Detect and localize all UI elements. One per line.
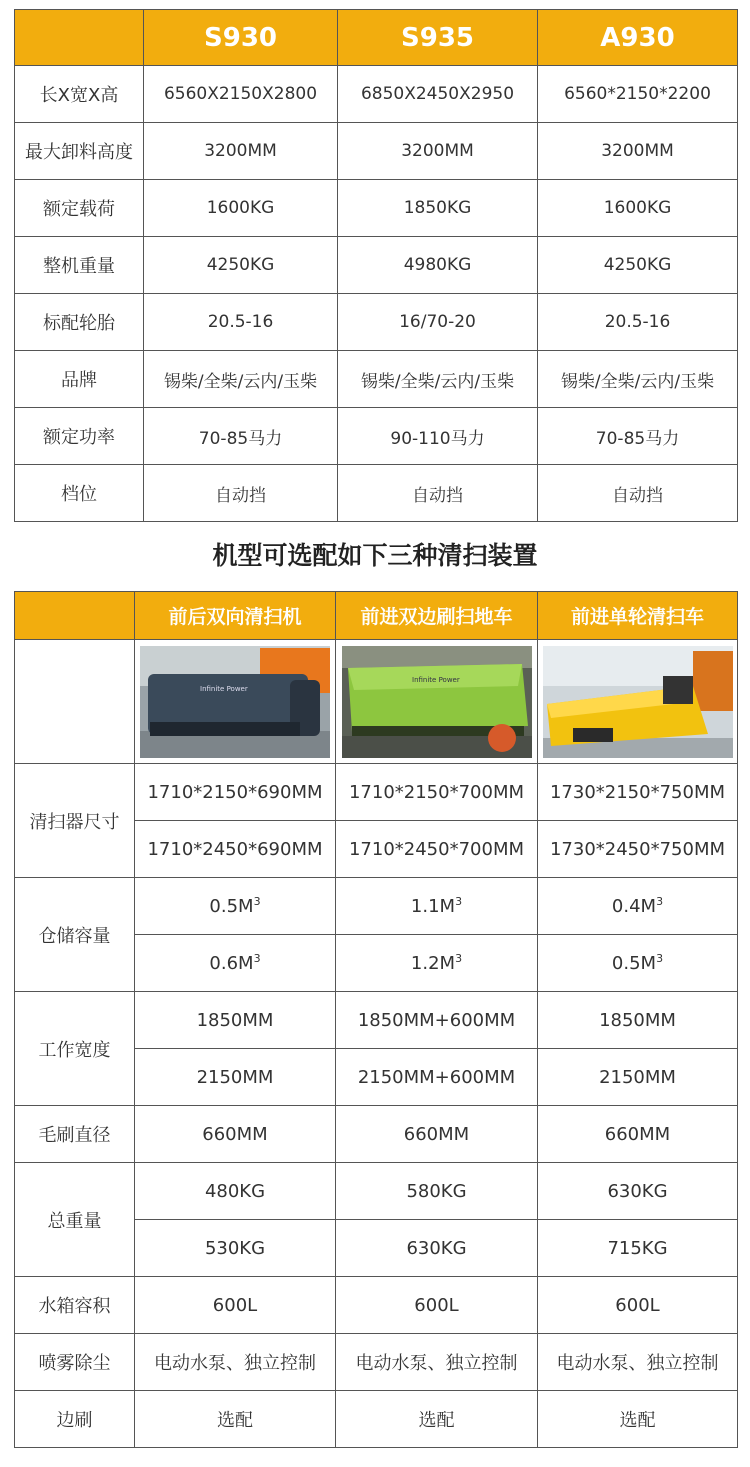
spec-row-dimensions	[15, 66, 738, 123]
spec-cell	[538, 878, 738, 935]
spec-cell: 4250KG	[538, 237, 738, 294]
spec-cell: 4980KG	[338, 237, 538, 294]
spec-cell: 600L	[538, 1277, 738, 1334]
spec-cell	[135, 935, 336, 992]
spec-cell: 3200MM	[144, 123, 338, 180]
spec-row-brand	[15, 351, 738, 408]
sweeper-row-side-brush	[15, 1391, 738, 1448]
spec-cell: 1710*2450*690MM	[135, 821, 336, 878]
spec-cell: 6560X2150X2800	[144, 66, 338, 123]
spec-row-gear	[15, 465, 738, 522]
spec-cell: 自动挡	[538, 465, 738, 522]
spec-cell: 660MM	[538, 1106, 738, 1163]
spec-cell: 锡柴/全柴/云内/玉柴	[144, 351, 338, 408]
row-label: 标配轮胎	[15, 294, 144, 351]
spec-cell: 6560*2150*2200	[538, 66, 738, 123]
spec-cell: 1850KG	[338, 180, 538, 237]
cubic-superscript: 3	[455, 895, 463, 908]
spec-cell: 660MM	[135, 1106, 336, 1163]
spec-row-dump-height	[15, 123, 738, 180]
spec-cell: 600L	[135, 1277, 336, 1334]
option-header-bidirectional: 前后双向清扫机	[135, 592, 336, 640]
photo-cell	[538, 640, 738, 764]
spec-cell: 2150MM	[135, 1049, 336, 1106]
photo-cell	[336, 640, 538, 764]
sweeper-row-width-1	[15, 992, 738, 1049]
sweeper-header-row	[15, 592, 738, 640]
storage-value: 0.4M	[611, 896, 657, 917]
row-label: 档位	[15, 465, 144, 522]
option-header-double-side-brush: 前进双边刷扫地车	[336, 592, 538, 640]
storage-value: 1.2M	[410, 953, 456, 974]
spec-cell: 660MM	[336, 1106, 538, 1163]
spec-cell: 1730*2450*750MM	[538, 821, 738, 878]
spec-cell: 3200MM	[338, 123, 538, 180]
sweeper-row-tank	[15, 1277, 738, 1334]
spec-cell: 1710*2150*690MM	[135, 764, 336, 821]
row-label: 额定功率	[15, 408, 144, 465]
spec-cell: 1600KG	[144, 180, 338, 237]
spec-cell: 4250KG	[144, 237, 338, 294]
sweeper-row-weight-1	[15, 1163, 738, 1220]
spec-cell: 16/70-20	[338, 294, 538, 351]
single-wheel-sweeper-image	[543, 646, 733, 758]
spec-row-tire	[15, 294, 738, 351]
row-label: 工作宽度	[15, 992, 135, 1106]
spec-cell: 6850X2450X2950	[338, 66, 538, 123]
double-side-brush-sweeper-image	[342, 646, 532, 758]
spec-cell	[135, 878, 336, 935]
spec-cell: 电动水泵、独立控制	[135, 1334, 336, 1391]
spec-cell: 电动水泵、独立控制	[538, 1334, 738, 1391]
spec-cell: 480KG	[135, 1163, 336, 1220]
spec-cell: 3200MM	[538, 123, 738, 180]
row-label: 整机重量	[15, 237, 144, 294]
row-label: 总重量	[15, 1163, 135, 1277]
spec-cell	[538, 935, 738, 992]
spec-cell: 选配	[336, 1391, 538, 1448]
storage-value: 0.5M	[209, 896, 254, 917]
spec-cell: 自动挡	[144, 465, 338, 522]
storage-value: 0.6M	[209, 953, 254, 974]
model-header-a930: A930	[538, 10, 738, 66]
spec-cell: 1850MM	[538, 992, 738, 1049]
row-label: 喷雾除尘	[15, 1334, 135, 1391]
sweeper-table	[14, 591, 738, 1448]
spec-cell: 选配	[538, 1391, 738, 1448]
spec-cell: 630KG	[538, 1163, 738, 1220]
sweeper-row-storage-1	[15, 878, 738, 935]
cubic-superscript: 3	[656, 895, 664, 908]
photo-logo-text: Infinite Power	[411, 675, 460, 684]
spec-row-rated-load	[15, 180, 738, 237]
spec-cell: 600L	[336, 1277, 538, 1334]
row-label: 毛刷直径	[15, 1106, 135, 1163]
spec-cell: 1600KG	[538, 180, 738, 237]
spec-cell: 580KG	[336, 1163, 538, 1220]
cubic-superscript: 3	[455, 952, 463, 965]
spec-row-power	[15, 408, 738, 465]
spec-row-machine-weight	[15, 237, 738, 294]
photo-cell	[135, 640, 336, 764]
photo-logo-text: Infinite Power	[200, 684, 248, 693]
spec-header-row	[15, 10, 738, 66]
spec-cell: 电动水泵、独立控制	[336, 1334, 538, 1391]
spec-cell: 2150MM	[538, 1049, 738, 1106]
row-label: 仓储容量	[15, 878, 135, 992]
cubic-superscript: 3	[656, 952, 664, 965]
spec-cell: 20.5-16	[538, 294, 738, 351]
spec-cell: 锡柴/全柴/云内/玉柴	[338, 351, 538, 408]
row-label: 长X宽X高	[15, 66, 144, 123]
option-header-single-wheel: 前进单轮清扫车	[538, 592, 738, 640]
row-label: 边刷	[15, 1391, 135, 1448]
row-label: 水箱容积	[15, 1277, 135, 1334]
spec-cell: 20.5-16	[144, 294, 338, 351]
spec-cell: 1850MM+600MM	[336, 992, 538, 1049]
model-header-s935: S935	[338, 10, 538, 66]
spec-cell: 2150MM+600MM	[336, 1049, 538, 1106]
spec-cell: 715KG	[538, 1220, 738, 1277]
storage-value: 1.1M	[410, 896, 456, 917]
spec-cell: 选配	[135, 1391, 336, 1448]
spec-cell: 1710*2450*700MM	[336, 821, 538, 878]
row-label: 最大卸料高度	[15, 123, 144, 180]
sweeper-header-corner	[15, 592, 135, 640]
sweeper-row-spray	[15, 1334, 738, 1391]
spec-cell: 530KG	[135, 1220, 336, 1277]
spec-cell: 锡柴/全柴/云内/玉柴	[538, 351, 738, 408]
spec-table	[14, 9, 738, 522]
model-header-s930: S930	[144, 10, 338, 66]
cubic-superscript: 3	[253, 952, 261, 965]
photo-row-label	[15, 640, 135, 764]
sweeper-row-brush	[15, 1106, 738, 1163]
row-label: 额定载荷	[15, 180, 144, 237]
spec-cell	[336, 878, 538, 935]
section-title: 机型可选配如下三种清扫装置	[212, 541, 538, 570]
spec-cell: 70-85马力	[144, 408, 338, 465]
spec-header-corner	[15, 10, 144, 66]
spec-cell: 90-110马力	[338, 408, 538, 465]
spec-cell: 1710*2150*700MM	[336, 764, 538, 821]
spec-cell: 1730*2150*750MM	[538, 764, 738, 821]
spec-cell: 70-85马力	[538, 408, 738, 465]
sweeper-photo-row	[15, 640, 738, 764]
spec-cell: 1850MM	[135, 992, 336, 1049]
storage-value: 0.5M	[611, 953, 657, 974]
sweeper-row-size-1	[15, 764, 738, 821]
spec-cell: 630KG	[336, 1220, 538, 1277]
spec-cell: 自动挡	[338, 465, 538, 522]
cubic-superscript: 3	[253, 895, 261, 908]
bidirectional-sweeper-image	[140, 646, 330, 758]
row-label: 品牌	[15, 351, 144, 408]
row-label: 清扫器尺寸	[15, 764, 135, 878]
spec-cell	[336, 935, 538, 992]
